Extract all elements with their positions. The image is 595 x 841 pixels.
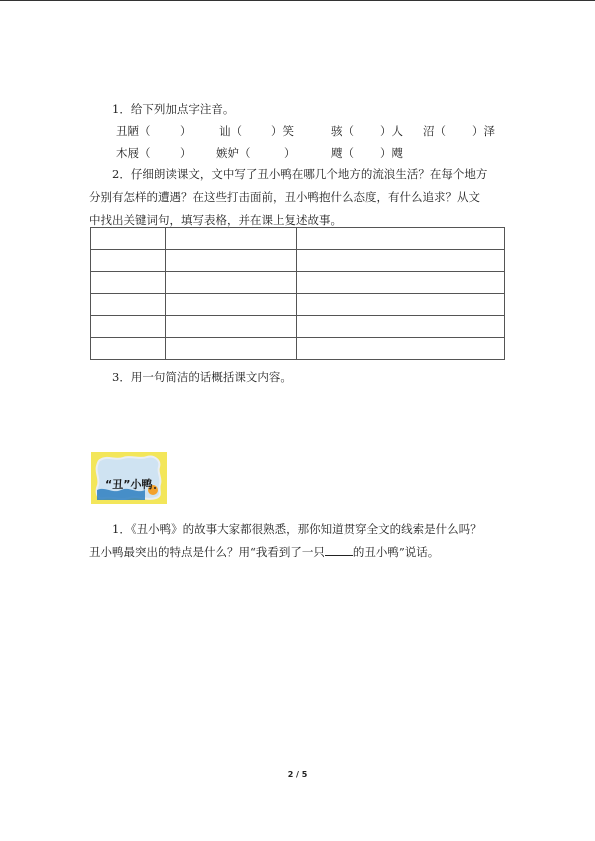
q1-item-5a: 木屐（ [116, 146, 151, 160]
table-row [91, 272, 505, 294]
table-cell[interactable] [166, 228, 297, 250]
q2-line-1: 2．仔细朗读课文，文中写了丑小鸭在哪几个地方的流浪生活？在每个地方 [112, 167, 488, 181]
q4-line-2 [89, 541, 509, 564]
q1-item-1a: 丑陋（ [116, 124, 151, 138]
table-row [91, 338, 505, 360]
q1-item-7b: ）飕 [380, 146, 403, 160]
q1-item-2b: ）笑 [271, 124, 294, 138]
table-cell[interactable] [166, 272, 297, 294]
table-cell[interactable] [297, 338, 505, 360]
fill-in-blank[interactable] [325, 543, 353, 556]
q4-line-1: 1．《丑小鸭》的故事大家都很熟悉，那你知道贯穿全文的线索是什么吗？ [112, 522, 482, 536]
table-cell[interactable] [91, 294, 166, 316]
q1-item-1b: ） [180, 124, 192, 138]
table-cell[interactable] [166, 250, 297, 272]
q2-line-2: 分别有怎样的遭遇？在这些打击面前，丑小鸭抱什么态度，有什么追求？从文 [89, 190, 480, 204]
q1-item-5b: ） [180, 146, 192, 160]
table-cell[interactable] [91, 250, 166, 272]
table-row [91, 316, 505, 338]
q1-item-4a: 沼（ [423, 124, 446, 138]
q1-item-3a: 骇（ [331, 124, 354, 138]
table-cell[interactable] [297, 316, 505, 338]
section-badge-image [91, 452, 167, 504]
top-border [0, 0, 595, 1]
q1-item-4b: ）泽 [472, 124, 495, 138]
table-cell[interactable] [297, 294, 505, 316]
q1-item-7a: 飕（ [331, 146, 354, 160]
table-cell[interactable] [91, 272, 166, 294]
q1-item-3b: ）人 [380, 124, 403, 138]
q3-title: 3．用一句简洁的话概括课文内容。 [112, 370, 292, 384]
q1-title: 1．给下列加点字注音。 [112, 102, 235, 116]
q4-line-2-after: 的丑小鸭”说话。 [352, 545, 440, 559]
table-cell[interactable] [166, 338, 297, 360]
table-cell[interactable] [297, 272, 505, 294]
table-cell[interactable] [166, 316, 297, 338]
badge-label: “丑”小鸭 [105, 478, 153, 491]
table-cell[interactable] [91, 338, 166, 360]
table-cell[interactable] [91, 228, 166, 250]
q4-line-2-before: 丑小鸭最突出的特点是什么？用“我看到了一只 [89, 545, 325, 559]
page-number: 2 / 5 [287, 770, 308, 779]
table-cell[interactable] [166, 294, 297, 316]
table-row [91, 228, 505, 250]
q1-item-6a: 嫉妒（ [216, 146, 251, 160]
table-cell[interactable] [297, 250, 505, 272]
table-row [91, 294, 505, 316]
q1-item-2a: 讪（ [219, 124, 242, 138]
table-row [91, 250, 505, 272]
q1-item-6b: ） [284, 146, 296, 160]
answer-table [90, 227, 505, 360]
q2-line-3: 中找出关键词句，填写表格，并在课上复述故事。 [89, 213, 342, 227]
table-cell[interactable] [297, 228, 505, 250]
table-cell[interactable] [91, 316, 166, 338]
